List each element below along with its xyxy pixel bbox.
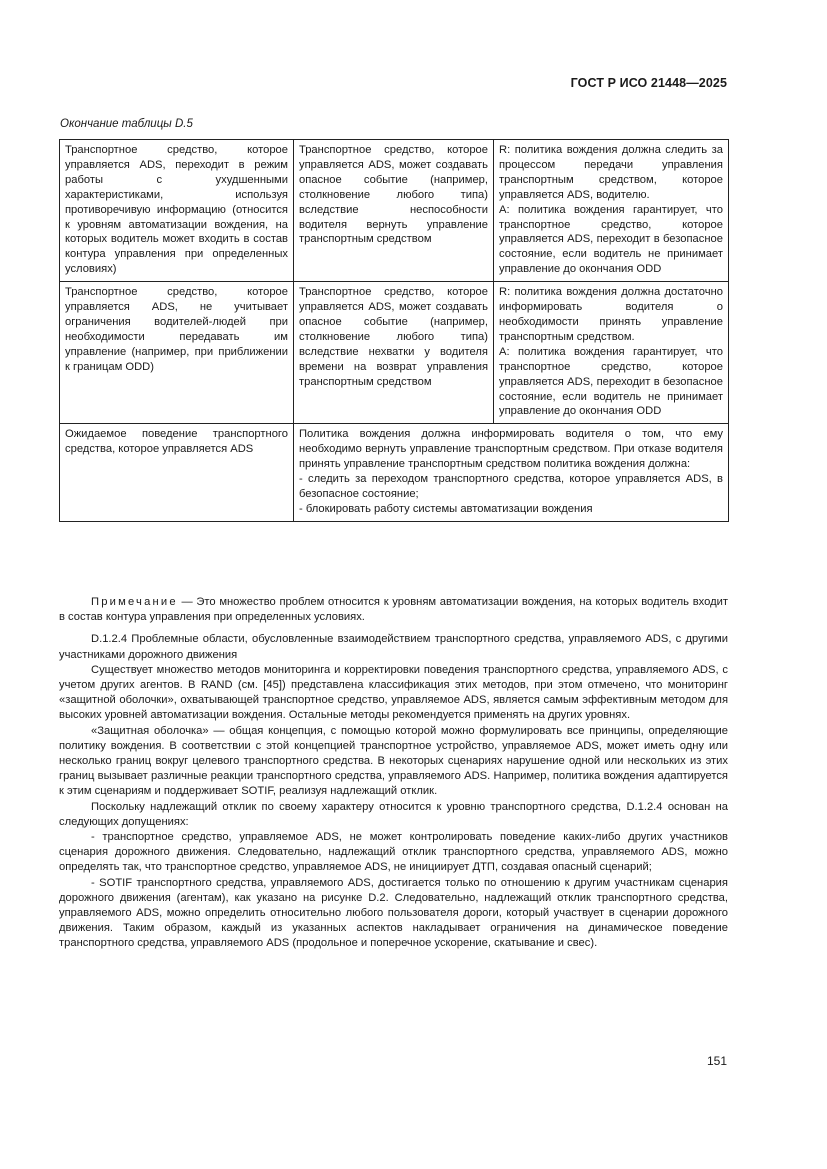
table-caption: Окончание таблицы D.5 [60,118,193,130]
cell-bullet: - следить за переходом транспортного средства, которое управляется ADS, в безопасное состояние; [299,473,723,500]
cell-paragraph: R: политика вождения должна следить за процессом передачи управления транспортным средством, которое управляется ADS, водителю. [499,144,723,201]
table-cell: Транспортное средство, которое управляется ADS, переходит в режим работы с ухудшенными характеристиками, используя противоречивую информацию (относится к уровням автоматизации вождения, на которых водитель может входить в состав контура управления при определенных условиях) [60,140,294,282]
paragraph: «Защитная оболочка» — общая концепция, с помощью которой можно формулировать все принципы, определяющие политику вождения. В соответствии с этой концепцией транспортное устройство, управляемое ADS, может иметь одну или несколько границ вокруг целевого транспортного средства. В некоторых сценариях нарушение одной или нескольких из этих границ вызывает различные реакции транспортного средства, управляемого ADS. Например, политика вождения адаптируется к этим сценариям и поддерживает SOTIF, реализуя надлежащий отклик. [59,724,728,798]
standard-header: ГОСТ Р ИСО 21448—2025 [570,76,727,90]
table-row [60,424,729,521]
cell-paragraph: А: политика вождения гарантирует, что транспортное средство, которое управляется ADS, переходит в безопасное состояние, если водитель не принимает управление до окончания ODD [499,345,723,418]
cell-paragraph: А: политика вождения гарантирует, что транспортное средство, которое управляется ADS, переходит в безопасное состояние, если водитель не принимает управление до окончания ODD [499,203,723,276]
note-label: Примечание [91,596,178,608]
table-row [60,282,729,424]
table-cell [494,282,729,424]
paragraph: Существует множество методов мониторинга и корректировки поведения транспортного средства, управляемого ADS, с учетом других агентов. В RAND (см. [45]) представлена классификация этих методов, при этом отмечено, что мониторинг «защитной оболочки», охватывающей транспортное средство, управляемое ADS, является самым эффективным методом для высоких уровней автоматизации вождения. Остальные методы рекомендуется применять на других уровнях. [59,663,728,722]
cell-paragraph: Политика вождения должна информировать водителя о том, что ему необходимо вернуть управление транспортным средством. При отказе водителя принять управление транспортным средством политика вождения должна: [299,428,723,471]
table-cell: Транспортное средство, которое управляется ADS, может создавать опасное событие (например, столкновение любого типа) вследствие неспособности водителя вернуть управление транспортным средством [294,140,494,282]
table-row [60,140,729,282]
table-d5 [59,139,729,522]
bullet-paragraph: - SOTIF транспортного средства, управляемого ADS, достигается только по отношению к другим участникам сценария дорожного движения (агентам), как указано на рисунке D.2. Следовательно, надлежащий отклик транспортного средства, управляемого ADS, можно определить относительно любого пользователя дороги, который участвует в сценарии дорожного движения. Таким образом, каждый из указанных аспектов накладывает ограничения на динамическое поведение транспортного средства, управляемого ADS (продольное и поперечное ускорение, скатывание и свес). [59,876,728,950]
table-cell: Транспортное средство, которое управляется ADS, может создавать опасное событие (например, столкновение любого типа) вследствие нехватки у водителя времени на возврат управления транспортным средством [294,282,494,424]
bullet-paragraph: - транспортное средство, управляемое ADS, не может контролировать поведение каких-либо других участников сценария дорожного движения. Следовательно, надлежащий отклик транспортного средства, управляемого ADS, можно определять так, что транспортное средство, управляемое ADS, не инициирует ДТП, создавая опасный сценарий; [59,831,728,874]
cell-bullet: - блокировать работу системы автоматизации вождения [299,502,593,515]
section-heading: D.1.2.4 Проблемные области, обусловленные взаимодействием транспортного средства, управляемого ADS, с другими участниками дорожного движения [59,633,728,661]
table-cell [494,140,729,282]
note-text: — Это множество проблем относится к уровням автоматизации вождения, на которых водитель входит в состав контура управления при определенных условиях. [59,596,728,624]
table-cell: Ожидаемое поведение транспортного средства, которое управляется ADS [60,424,294,521]
table-cell-merged [294,424,729,521]
body-text [59,595,728,952]
paragraph: Поскольку надлежащий отклик по своему характеру относится к уровню транспортного средства, D.1.2.4 основан на следующих допущениях: [59,800,728,828]
page-number: 151 [706,1054,727,1068]
cell-paragraph: R: политика вождения должна достаточно информировать водителя о необходимости принять управление транспортным средством. [499,286,723,343]
note-paragraph [59,595,728,625]
table-cell: Транспортное средство, которое управляется ADS, не учитывает ограничения водителей-людей при необходимости передавать им управление (например, при приближении к границам ODD) [60,282,294,424]
